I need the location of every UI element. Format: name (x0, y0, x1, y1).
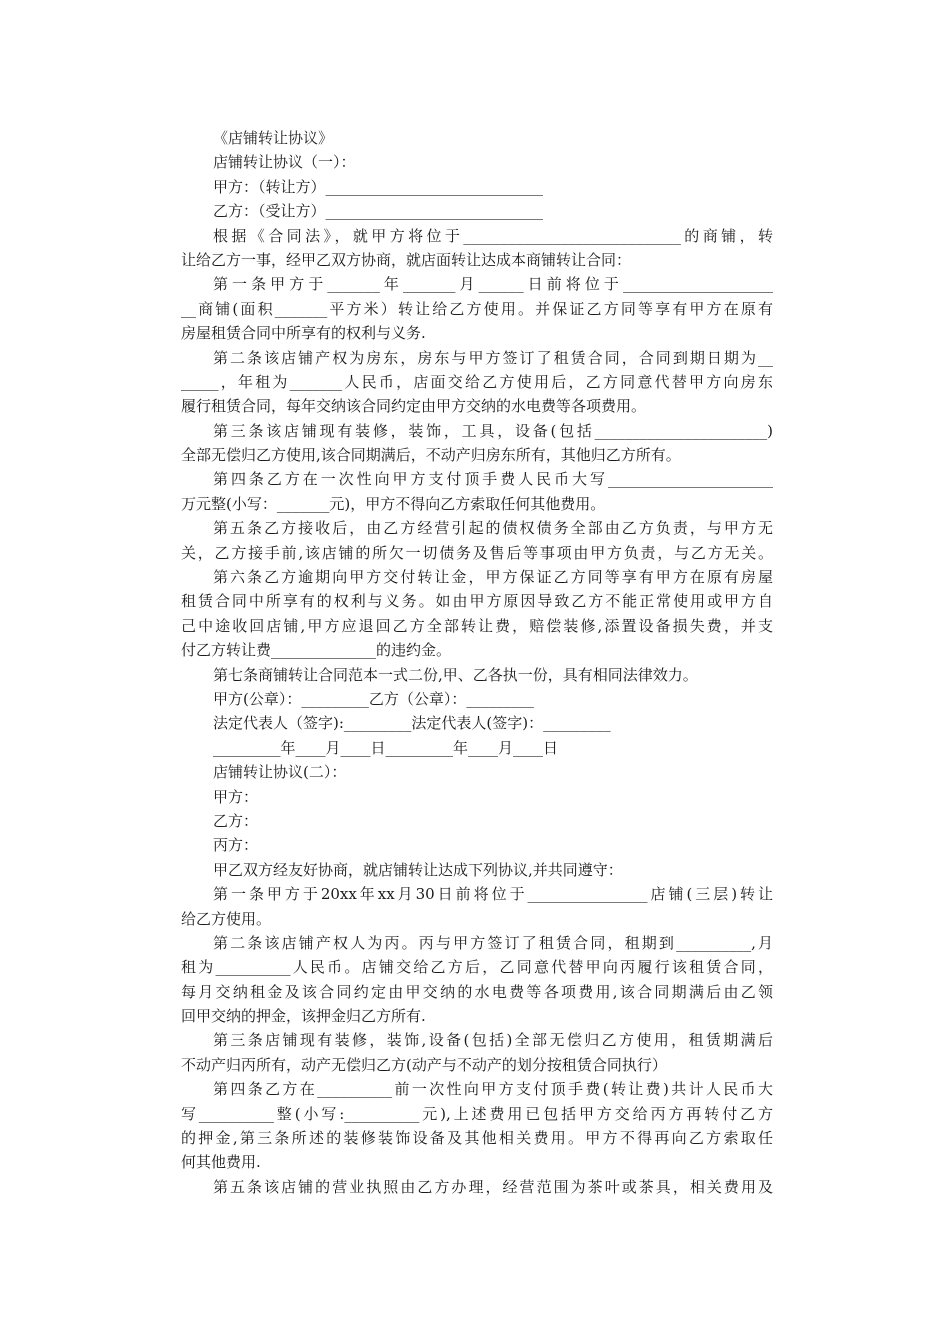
text-line: 万元整(小写：_______元)，甲方不得向乙方索取任何其他费用。 (181, 494, 606, 513)
text-line: 第七条商铺转让合同范本一式二份,甲、乙各执一份，具有相同法律效力。 (213, 665, 698, 684)
text-line: 甲方(公章）：_________乙方（公章）：_________ (213, 689, 534, 708)
text-line: 给乙方使用。 (181, 909, 272, 928)
text-line: 甲方： (213, 787, 259, 806)
text-line: 法定代表人（签字):_________法定代表人(签字)：_________ (213, 714, 611, 733)
text-line: 履行租赁合同，每年交纳该合同约定由甲方交纳的水电费等各项费用。 (181, 397, 647, 416)
text-line: 乙方： (213, 811, 259, 830)
text-line: _____，年租为_______人民币，店面交给乙方使用后，乙方同意代替甲方向房东 (181, 372, 773, 391)
text-line: 第六条乙方逾期向甲方交付转让金，甲方保证乙方同等享有甲方在原有房屋 (213, 568, 773, 587)
text-line: __商铺(面积_______平方米）转让给乙方使用。并保证乙方同等享有甲方在原有 (181, 299, 773, 318)
document-body (181, 126, 773, 1199)
text-line: 《店铺转让协议》 (213, 129, 334, 147)
text-line: 丙方： (213, 836, 259, 855)
text-line: 写__________整(小写:__________元),上述费用已包括甲方交给丙方再转付乙方 (181, 1104, 773, 1123)
text-line: 第四条乙方在一次性向甲方支付顶手费人民币大写______________________ (213, 470, 773, 489)
text-line: 每月交纳租金及该合同约定由甲交纳的水电费等各项费用,该合同期满后由乙领 (181, 982, 773, 1001)
text-line: 第五条该店铺的营业执照由乙方办理，经营范围为茶叶或茶具，相关费用及 (213, 1177, 773, 1196)
text-line: 让给乙方一事，经甲乙双方协商，就店面转让达成本商铺转让合同： (181, 250, 632, 269)
text-line: 关，乙方接手前,该店铺的所欠一切债务及售后等事项由甲方负责，与乙方无关。 (181, 543, 773, 562)
text-line: 第三条店铺现有装修，装饰,设备(包括)全部无偿归乙方使用，租赁期满后 (213, 1031, 773, 1050)
text-line: 第一条甲方于20xx年xx月30日前将位于________________店铺(三层)转让 (213, 885, 773, 904)
text-line: 不动产归丙所有，动产无偿归乙方(动产与不动产的划分按租赁合同执行） (181, 1055, 667, 1074)
text-line: 甲方：（转让方）_____________________________ (213, 177, 544, 196)
text-line: _________年____月____日_________年____月____日 (213, 738, 559, 757)
text-line: 第四条乙方在__________前一次性向甲方支付顶手费(转让费)共计人民币大 (213, 1080, 773, 1099)
text-line: 第一条甲方于_______年_______月______日前将位于____________________ (213, 275, 773, 294)
text-line: 付乙方转让费______________的违约金。 (181, 641, 452, 660)
text-line: 租赁合同中所享有的权利与义务。如由甲方原因导致乙方不能正常使用或甲方自 (181, 592, 773, 611)
text-line: 店铺转让协议（一）： (213, 153, 356, 172)
text-line: 房屋租赁合同中所享有的权利与义务. (181, 324, 426, 343)
text-line: 租为__________人民币。店铺交给乙方后，乙同意代替甲向丙履行该租赁合同， (181, 958, 773, 977)
text-line: 乙方：（受让方）_____________________________ (213, 202, 544, 221)
text-line: 的押金,第三条所述的装修装饰设备及其他相关费用。甲方不得再向乙方索取任 (181, 1129, 773, 1148)
text-line: 甲乙双方经友好协商，就店铺转让达成下列协议,并共同遵守： (213, 860, 623, 879)
text-line: 第二条该店铺产权人为丙。丙与甲方签订了租赁合同，租期到__________,月 (213, 933, 773, 952)
text-line: 全部无偿归乙方使用,该合同期满后，不动产归房东所有，其他归乙方所有。 (181, 446, 681, 465)
text-line: 根据《合同法》，就甲方将位于_____________________________的商铺，转 (213, 226, 773, 245)
text-line: 第二条该店铺产权为房东，房东与甲方签订了租赁合同，合同到期日期为__ (213, 348, 773, 367)
text-line: 第三条该店铺现有装修，装饰，工具，设备(包括_______________________) (213, 421, 773, 440)
text-line: 何其他费用. (181, 1153, 261, 1172)
text-line: 回甲交纳的押金，该押金归乙方所有. (181, 1007, 426, 1026)
text-line: 店铺转让协议(二）： (213, 763, 347, 782)
text-line: 第五条乙方接收后，由乙方经营引起的债权债务全部由乙方负责，与甲方无 (213, 519, 773, 538)
text-line: 己中途收回店铺,甲方应退回乙方全部转让费，赔偿装修,添置设备损失费，并支 (181, 616, 773, 635)
